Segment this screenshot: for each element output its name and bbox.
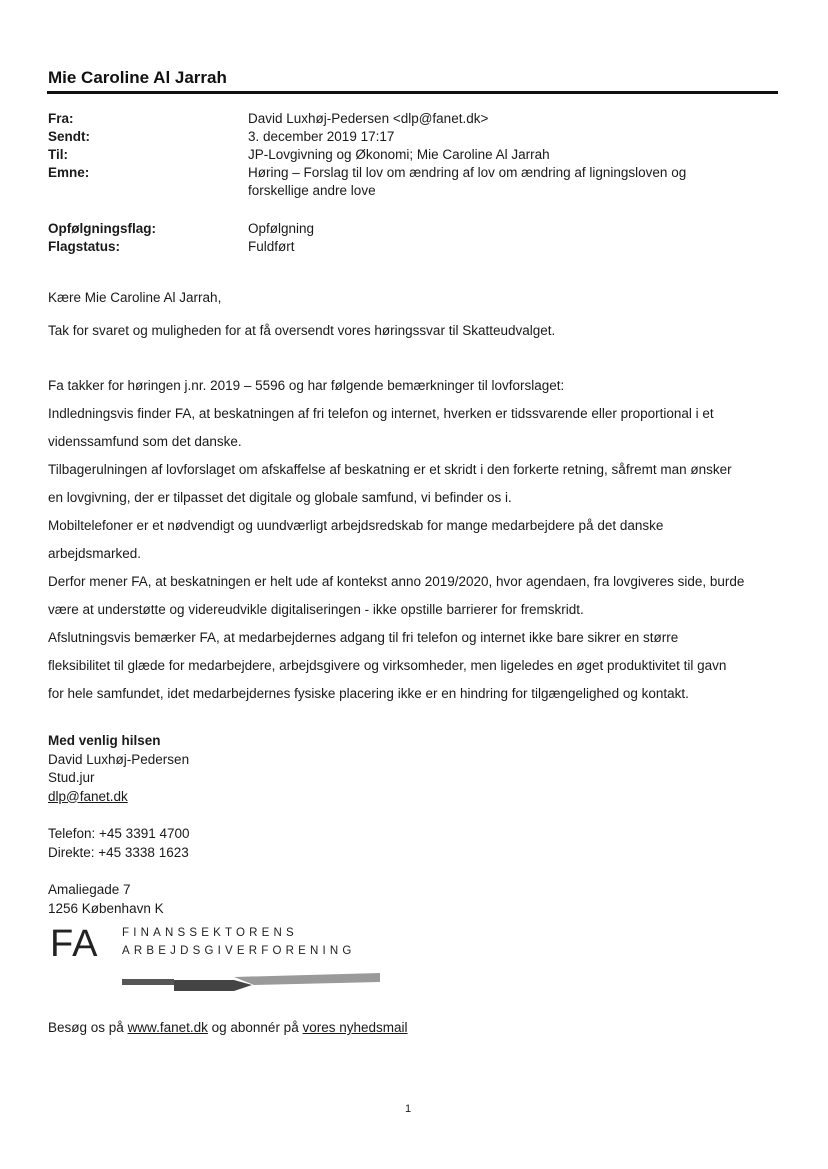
fa-logo: [50, 925, 390, 995]
field-label: Flagstatus:: [48, 239, 121, 254]
footer-links: [48, 1020, 408, 1035]
sender-title: Stud.jur: [48, 770, 95, 785]
footer-middle: og abonnér på: [211, 1020, 299, 1035]
message-body: [48, 372, 783, 708]
field-label: Fra:: [48, 111, 74, 126]
fa-logo-swoosh: [122, 973, 382, 997]
subject-value: Høring – Forslag til lov om ændring af lov om ændring af ligningsloven og forskellige andre love: [248, 165, 687, 198]
street-address: Amaliegade 7: [48, 882, 131, 897]
fa-logo-line2: ARBEJDSGIVERFORENING: [122, 945, 356, 957]
sender-email-link[interactable]: dlp@fanet.dk: [48, 788, 128, 804]
sent-value: 3. december 2019 17:17: [248, 129, 395, 144]
body-line: være at understøtte og videreudvikle digitaliseringen - ikke opstille barrierer for fremskridt.: [48, 602, 584, 617]
direct-phone: Direkte: +45 3338 1623: [48, 844, 189, 860]
body-line: Tilbagerulningen af lovforslaget om afskaffelse af beskatning er et skridt i den forkerte retning, såfremt man ønsker: [48, 462, 732, 477]
closing: Med venlig hilsen: [48, 733, 161, 748]
thanks-line: Tak for svaret og muligheden for at få oversendt vores høringssvar til Skatteudvalget.: [48, 323, 556, 338]
mailbox-owner-name: Mie Caroline Al Jarrah: [48, 68, 227, 87]
body-line: Fa takker for høringen j.nr. 2019 – 5596 og har følgende bemærkninger til lovforslaget:: [48, 378, 565, 393]
body-line: Derfor mener FA, at beskatningen er helt ude af kontekst anno 2019/2020, hvor agendaen, fra lovgiveres side, burde: [48, 574, 745, 589]
field-label: Opfølgningsflag:: [48, 221, 156, 236]
body-line: Afslutningsvis bemærker FA, at medarbejdernes adgang til fri telefon og internet ikke bare sikrer en større: [48, 630, 679, 645]
followup-flag-value: Opfølgning: [248, 221, 315, 236]
header-divider: [47, 91, 778, 94]
field-label: Emne:: [48, 165, 90, 180]
footer-prefix: Besøg os på: [48, 1020, 124, 1035]
signature-block: [48, 732, 190, 918]
website-link[interactable]: www.fanet.dk: [127, 1020, 208, 1035]
body-line: en lovgivning, der er tilpasset det digitale og globale samfund, vi befinder os i.: [48, 490, 512, 505]
field-label: Til:: [48, 147, 68, 162]
body-line: arbejdsmarked.: [48, 546, 142, 561]
city-address: 1256 København K: [48, 900, 164, 916]
from-value[interactable]: David Luxhøj-Pedersen <dlp@fanet.dk>: [248, 111, 489, 126]
body-line: Mobiltelefoner er et nødvendigt og uundværligt arbejdsredskab for mange medarbejdere på det danske: [48, 518, 664, 533]
body-line: Indledningsvis finder FA, at beskatningen af fri telefon og internet, hverken er tidssvarende eller proportional i et: [48, 406, 714, 421]
flag-status-value: Fuldført: [248, 239, 295, 254]
body-line: videnssamfund som det danske.: [48, 434, 242, 449]
sender-name: David Luxhøj-Pedersen: [48, 751, 190, 767]
body-line: for hele samfundet, idet medarbejdernes fysiske placering ikke er en hindring for tilgængelighed og kontakt.: [48, 686, 689, 701]
field-label: Sendt:: [48, 129, 90, 144]
fa-logo-mark: FA: [50, 923, 99, 965]
fa-logo-line1: FINANSSEKTORENS: [122, 927, 298, 939]
page-number: 1: [405, 1103, 412, 1115]
to-value[interactable]: JP-Lovgivning og Økonomi; Mie Caroline Al Jarrah: [248, 147, 550, 162]
body-line: fleksibilitet til glæde for medarbejdere, arbejdsgivere og virksomheder, men ligeledes en øget produktivitet til gavn: [48, 658, 727, 673]
greeting: Kære Mie Caroline Al Jarrah,: [48, 290, 222, 305]
newsletter-link[interactable]: vores nyhedsmail: [302, 1020, 408, 1035]
phone: Telefon: +45 3391 4700: [48, 826, 190, 841]
